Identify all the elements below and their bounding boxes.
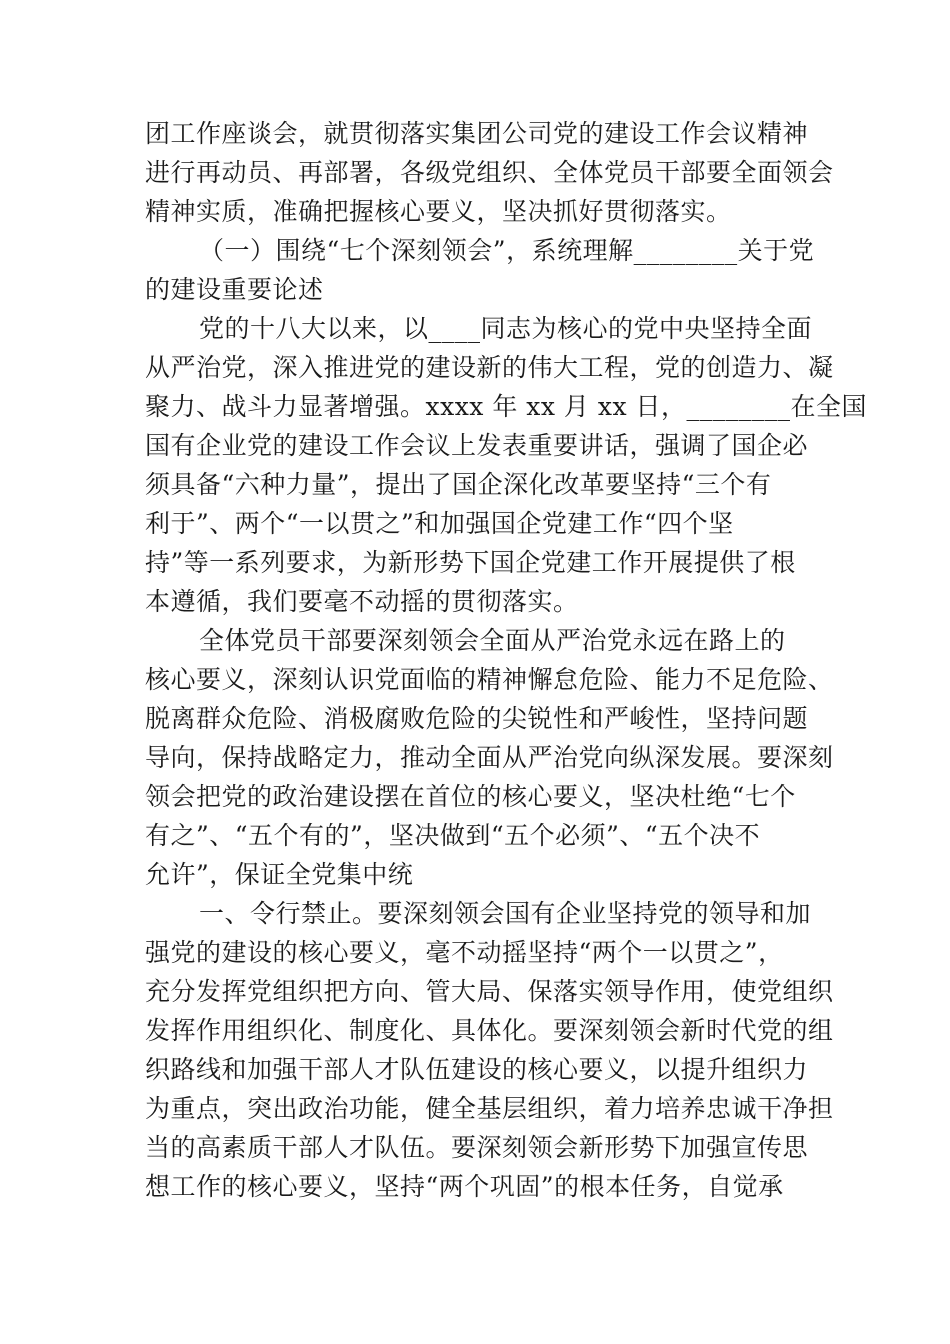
text-line: 须具备“六种力量”，提出了国企深化改革要坚持“三个有 [145,470,772,499]
text-line: 国有企业党的建设工作会议上发表重要讲话，强调了国企必 [145,431,809,460]
text-line: 本遵循，我们要毫不动摇的贯彻落实。 [145,587,579,616]
section-heading: （一）围绕“七个深刻领会”，系统理解________关于党 [199,236,815,265]
text-line: 一、令行禁止。要深刻领会国有企业坚持党的领导和加 [199,899,812,928]
text-line: 团工作座谈会，就贯彻落实集团公司党的建设工作会议精神 [145,119,809,148]
text-line: 党的十八大以来，以____同志为核心的党中央坚持全面 [199,314,813,343]
text-line: 强党的建设的核心要义，毫不动摇坚持“两个一以贯之”， [145,938,784,967]
text-line: 全体党员干部要深刻领会全面从严治党永远在路上的 [199,626,786,655]
text-line: 持”等一系列要求，为新形势下国企党建工作开展提供了根 [145,548,796,577]
text-line: 领会把党的政治建设摆在首位的核心要义，坚决杜绝“七个 [145,782,796,811]
text-line: 进行再动员、再部署，各级党组织、全体党员干部要全面领会 [145,158,834,187]
text-line: 脱离群众危险、消极腐败危险的尖锐性和严峻性，坚持问题 [145,704,809,733]
text-line: 发挥作用组织化、制度化、具体化。要深刻领会新时代党的组 [145,1016,834,1045]
text-line: 聚力、战斗力显著增强。xxxx 年 xx 月 xx 日，________在全国 [145,392,868,421]
text-line: 利于”、两个“一以贯之”和加强国企党建工作“四个坚 [145,509,734,538]
text-line: 当的高素质干部人才队伍。要深刻领会新形势下加强宣传思 [145,1133,809,1162]
text-line: 允许”，保证全党集中统 [145,860,414,889]
section-heading: 的建设重要论述 [145,275,324,304]
text-line: 织路线和加强干部人才队伍建设的核心要义，以提升组织力 [145,1055,809,1084]
text-line: 导向，保持战略定力，推动全面从严治党向纵深发展。要深刻 [145,743,834,772]
text-line: 精神实质，准确把握核心要义，坚决抓好贯彻落实。 [145,197,732,226]
text-line: 有之”、“五个有的”，坚决做到“五个必须”、“五个决不 [145,821,761,850]
text-line: 从严治党，深入推进党的建设新的伟大工程，党的创造力、凝 [145,353,834,382]
text-line: 为重点，突出政治功能，健全基层组织，着力培养忠诚干净担 [145,1094,834,1123]
text-line: 核心要义，深刻认识党面临的精神懈怠危险、能力不足危险、 [145,665,834,694]
text-line: 充分发挥党组织把方向、管大局、保落实领导作用，使党组织 [145,977,834,1006]
text-line: 想工作的核心要义，坚持“两个巩固”的根本任务，自觉承 [145,1172,784,1201]
